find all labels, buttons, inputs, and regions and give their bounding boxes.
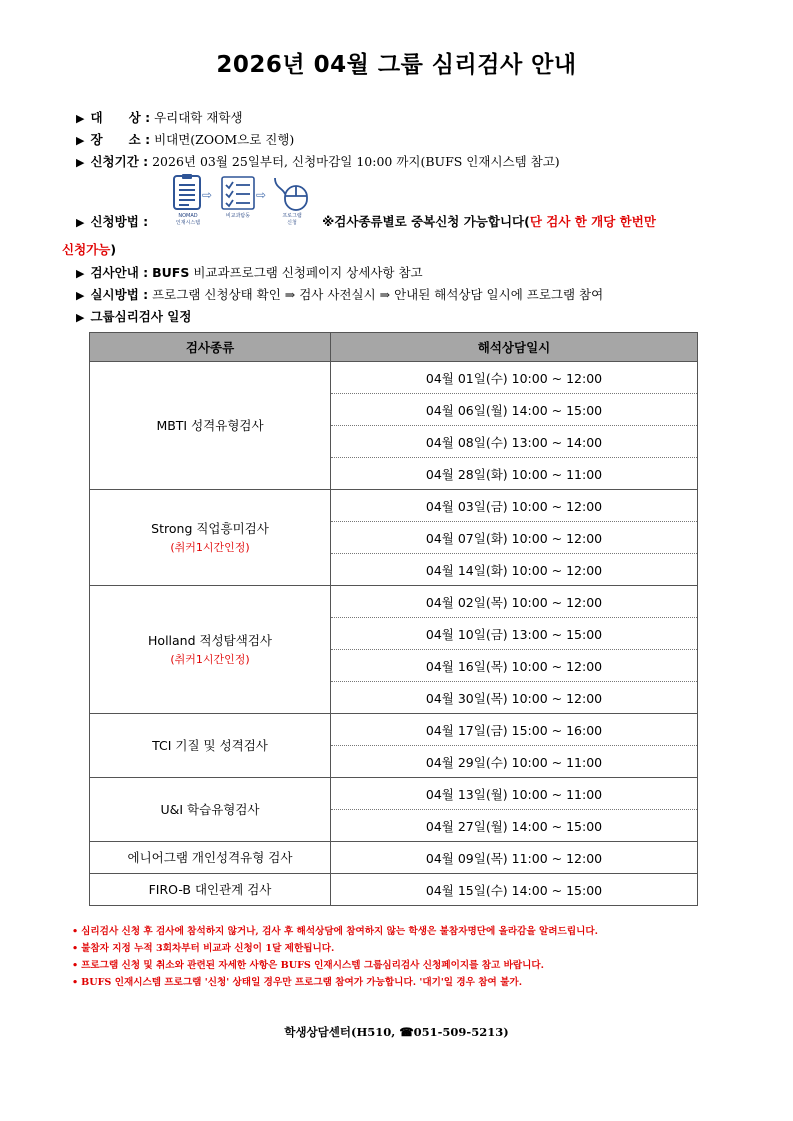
info-place bbox=[76, 132, 294, 149]
step-caption: 신청 bbox=[287, 220, 297, 226]
table-header-row bbox=[90, 333, 698, 362]
test-name: 에니어그램 개인성격유형 검사 bbox=[127, 850, 293, 865]
step-caption: 프로그램 bbox=[282, 213, 302, 219]
test-name: U&I 학습유형검사 bbox=[160, 802, 260, 817]
exec-value: 프로그램 신청상태 확인 ⇒ 검사 사전실시 ⇒ 안내된 해석상담 일시에 프로그램 참여 bbox=[152, 287, 604, 302]
note-item: • 심리검사 신청 후 검사에 참석하지 않거나, 검사 후 해석상담에 참여하지 않는 학생은 불참자명단에 올라감을 알려드립니다. bbox=[72, 926, 598, 937]
method-note-red-cont: 신청가능 bbox=[62, 242, 111, 257]
session-date-cell: 04월 15일(수) 14:00 ~ 15:00 bbox=[331, 874, 698, 906]
table-row bbox=[90, 490, 698, 522]
guide-bufs: BUFS bbox=[152, 265, 190, 280]
target-value: 우리대학 재학생 bbox=[154, 110, 243, 125]
session-date-cell: 04월 29일(수) 10:00 ~ 11:00 bbox=[331, 746, 698, 778]
info-guide bbox=[76, 265, 423, 282]
method-note-red: 단 검사 한 개당 한번만 bbox=[529, 214, 656, 229]
test-credit-note: (취커1시간인정) bbox=[170, 540, 250, 554]
period-label: 신청기간 : bbox=[90, 154, 149, 169]
session-date-cell: 04월 07일(화) 10:00 ~ 12:00 bbox=[331, 522, 698, 554]
test-name-cell bbox=[90, 842, 331, 874]
method-note-end: ) bbox=[110, 242, 117, 257]
header-session-time: 해석상담일시 bbox=[331, 333, 698, 362]
guide-label: 검사안내 : bbox=[90, 265, 149, 280]
test-name-cell bbox=[90, 874, 331, 906]
session-date-cell: 04월 27일(월) 14:00 ~ 15:00 bbox=[331, 810, 698, 842]
session-date-cell: 04월 17일(금) 15:00 ~ 16:00 bbox=[331, 714, 698, 746]
note-text: 불참자 지정 누적 3회차부터 비교과 신청이 1달 제한됩니다. bbox=[81, 943, 335, 954]
session-date-cell: 04월 06일(월) 14:00 ~ 15:00 bbox=[331, 394, 698, 426]
note-item: • 불참자 지정 누적 3회차부터 비교과 신청이 1달 제한됩니다. bbox=[72, 943, 335, 954]
page-title: 2026년 04월 그룹 심리검사 안내 bbox=[216, 52, 577, 78]
test-name: MBTI 성격유형검사 bbox=[156, 418, 264, 433]
test-name: FIRO-B 대인관계 검사 bbox=[148, 882, 272, 897]
checklist-icon bbox=[219, 174, 257, 212]
session-date-cell: 04월 28일(화) 10:00 ~ 11:00 bbox=[331, 458, 698, 490]
table-row bbox=[90, 778, 698, 810]
info-target bbox=[76, 110, 243, 127]
place-label: 장 소 : bbox=[90, 132, 151, 147]
test-name-cell bbox=[90, 714, 331, 778]
bullet-arrow-icon: ▶ bbox=[76, 156, 85, 169]
session-date-cell: 04월 02일(목) 10:00 ~ 12:00 bbox=[331, 586, 698, 618]
test-name: Holland 적성탐색검사 bbox=[148, 632, 272, 648]
test-credit-note: (취커1시간인정) bbox=[170, 652, 250, 666]
guide-value: 비교과프로그램 신청페이지 상세사항 참고 bbox=[189, 265, 423, 280]
bullet-arrow-icon: ▶ bbox=[76, 289, 85, 302]
info-method-cont bbox=[62, 242, 116, 258]
bullet-arrow-icon: ▶ bbox=[76, 267, 85, 280]
session-date-cell: 04월 08일(수) 13:00 ~ 14:00 bbox=[331, 426, 698, 458]
period-value: 2026년 03월 25일부터, 신청마감일 10:00 까지(BUFS 인재시스템 참고) bbox=[152, 154, 560, 169]
note-text: 프로그램 신청 및 취소와 관련된 자세한 사항은 BUFS 인재시스템 그룹심리검사 신청페이지를 참고 바랍니다. bbox=[81, 960, 545, 971]
step-caption: 인재시스템 bbox=[175, 220, 201, 226]
session-date-cell: 04월 13일(월) 10:00 ~ 11:00 bbox=[331, 778, 698, 810]
target-label: 대 상 : bbox=[90, 110, 151, 125]
session-date-cell: 04월 09일(목) 11:00 ~ 12:00 bbox=[331, 842, 698, 874]
bullet-arrow-icon: ▶ bbox=[76, 134, 85, 147]
method-note: ※검사종류별로 중복신청 가능합니다( bbox=[322, 214, 530, 229]
schedule-table bbox=[89, 332, 698, 906]
step-arrow-icon: ⇨ bbox=[256, 188, 267, 202]
table-row bbox=[90, 586, 698, 618]
info-schedule bbox=[76, 309, 191, 326]
test-name: TCI 기질 및 성격검사 bbox=[152, 738, 268, 753]
test-name-cell bbox=[90, 778, 331, 842]
bullet-arrow-icon: ▶ bbox=[76, 216, 85, 229]
note-item: • 프로그램 신청 및 취소와 관련된 자세한 사항은 BUFS 인재시스템 그룹심리검사 신청페이지를 참고 바랍니다. bbox=[72, 960, 545, 971]
note-item: • BUFS 인재시스템 프로그램 '신청' 상태일 경우만 프로그램 참여가 가능합니다. '대기'일 경우 참여 불가. bbox=[72, 977, 523, 988]
session-date-cell: 04월 03일(금) 10:00 ~ 12:00 bbox=[331, 490, 698, 522]
step-caption: NOMAD bbox=[178, 213, 198, 219]
info-exec bbox=[76, 287, 603, 304]
session-date-cell: 04월 30일(목) 10:00 ~ 12:00 bbox=[331, 682, 698, 714]
header-test-type: 검사종류 bbox=[90, 333, 331, 362]
session-date-cell: 04월 01일(수) 10:00 ~ 12:00 bbox=[331, 362, 698, 394]
schedule-label: 그룹심리검사 일정 bbox=[90, 309, 192, 324]
mouse-icon bbox=[271, 174, 313, 212]
bullet-arrow-icon: ▶ bbox=[76, 112, 85, 125]
test-name-cell bbox=[90, 362, 331, 490]
session-date-cell: 04월 14일(화) 10:00 ~ 12:00 bbox=[331, 554, 698, 586]
document-icon bbox=[171, 174, 205, 212]
table-row bbox=[90, 714, 698, 746]
info-period bbox=[76, 154, 560, 171]
exec-label: 실시방법 : bbox=[90, 287, 149, 302]
notes-list bbox=[72, 923, 598, 991]
step-caption: 비교과탐동 bbox=[225, 213, 251, 219]
info-method bbox=[76, 214, 656, 231]
session-date-cell: 04월 16일(목) 10:00 ~ 12:00 bbox=[331, 650, 698, 682]
place-value: 비대면(ZOOM으로 진행) bbox=[154, 132, 295, 147]
note-text: BUFS 인재시스템 프로그램 '신청' 상태일 경우만 프로그램 참여가 가능합니다. '대기'일 경우 참여 불가. bbox=[81, 977, 523, 988]
step-arrow-icon: ⇨ bbox=[202, 188, 213, 202]
table-row bbox=[90, 362, 698, 394]
test-name-cell bbox=[90, 490, 331, 586]
test-name: Strong 직업흥미검사 bbox=[151, 520, 269, 536]
method-label: 신청방법 : bbox=[90, 214, 149, 229]
footer-contact: 학생상담센터(H510, ☎051-509-5213) bbox=[284, 1025, 509, 1039]
session-date-cell: 04월 10일(금) 13:00 ~ 15:00 bbox=[331, 618, 698, 650]
note-text: 심리검사 신청 후 검사에 참석하지 않거나, 검사 후 해석상담에 참여하지 않는 학생은 불참자명단에 올라감을 알려드립니다. bbox=[81, 926, 598, 937]
table-row bbox=[90, 874, 698, 906]
bullet-arrow-icon: ▶ bbox=[76, 311, 85, 324]
test-name-cell bbox=[90, 586, 331, 714]
table-row bbox=[90, 842, 698, 874]
schedule-body bbox=[90, 362, 698, 906]
